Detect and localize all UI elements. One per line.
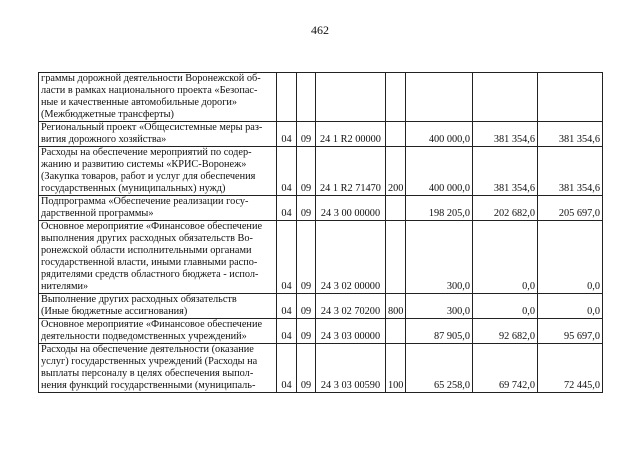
expense-type-cell — [386, 319, 406, 344]
expense-type-cell — [386, 221, 406, 294]
amount-year1-cell: 65 258,0 — [406, 344, 473, 393]
section-code-cell: 04 — [277, 221, 297, 294]
subsection-code-cell: 09 — [297, 196, 316, 221]
amount-year2-cell: 92 682,0 — [473, 319, 538, 344]
item-name-line: Подпрограмма «Обеспечение реализации госу- — [41, 196, 249, 207]
item-name-line: рядителями средств областного бюджета - испол- — [41, 269, 259, 280]
amount-year1-cell: 300,0 — [406, 221, 473, 294]
item-name-line: государственных (муниципальных) нужд) — [41, 183, 226, 194]
item-name-cell — [39, 73, 277, 122]
amount-year3-cell: 72 445,0 — [538, 344, 603, 393]
amount-year1-cell: 198 205,0 — [406, 196, 473, 221]
amount-year1-cell: 400 000,0 — [406, 122, 473, 147]
section-code-cell: 04 — [277, 147, 297, 196]
amount-year3-cell: 0,0 — [538, 294, 603, 319]
amount-year1-cell: 87 905,0 — [406, 319, 473, 344]
item-name-line: (Иные бюджетные ассигнования) — [41, 306, 188, 317]
budget-table — [38, 72, 603, 393]
item-name-cell — [39, 147, 277, 196]
amount-year1-cell: 400 000,0 — [406, 147, 473, 196]
item-name-cell — [39, 344, 277, 393]
expense-type-cell — [386, 73, 406, 122]
item-name-line: Основное мероприятие «Финансовое обеспечение — [41, 221, 263, 232]
item-name-line: выполнения других расходных обязательств Во- — [41, 233, 253, 244]
section-code-cell: 04 — [277, 294, 297, 319]
section-code-cell — [277, 73, 297, 122]
expense-type-cell: 200 — [386, 147, 406, 196]
subsection-code-cell: 09 — [297, 147, 316, 196]
table-row — [39, 122, 603, 147]
section-code-cell: 04 — [277, 319, 297, 344]
item-name-cell — [39, 122, 277, 147]
amount-year2-cell: 0,0 — [473, 221, 538, 294]
item-name-line: граммы дорожной деятельности Воронежской об- — [41, 73, 261, 84]
amount-year3-cell: 95 697,0 — [538, 319, 603, 344]
amount-year1-cell — [406, 73, 473, 122]
target-article-cell: 24 3 03 00590 — [316, 344, 386, 393]
item-name-line: нения функций государственными (муниципаль- — [41, 380, 256, 391]
page-number: 462 — [311, 23, 329, 37]
item-name-cell — [39, 319, 277, 344]
target-article-cell: 24 3 02 70200 — [316, 294, 386, 319]
amount-year2-cell: 202 682,0 — [473, 196, 538, 221]
subsection-code-cell: 09 — [297, 319, 316, 344]
section-code-cell: 04 — [277, 122, 297, 147]
item-name-line: жанию и развитию системы «КРИС-Воронеж» — [41, 159, 247, 170]
item-name-line: Основное мероприятие «Финансовое обеспечение — [41, 319, 263, 330]
amount-year2-cell: 381 354,6 — [473, 147, 538, 196]
item-name-line: ные и качественные автомобильные дороги» — [41, 97, 238, 108]
subsection-code-cell: 09 — [297, 294, 316, 319]
amount-year1-cell: 300,0 — [406, 294, 473, 319]
amount-year3-cell: 381 354,6 — [538, 147, 603, 196]
target-article-cell: 24 3 00 00000 — [316, 196, 386, 221]
table-row — [39, 147, 603, 196]
item-name-line: нителями» — [41, 281, 89, 292]
target-article-cell: 24 1 R2 00000 — [316, 122, 386, 147]
target-article-cell: 24 3 02 00000 — [316, 221, 386, 294]
subsection-code-cell — [297, 73, 316, 122]
item-name-line: Выполнение других расходных обязательств — [41, 294, 237, 305]
subsection-code-cell: 09 — [297, 122, 316, 147]
amount-year2-cell: 381 354,6 — [473, 122, 538, 147]
amount-year2-cell — [473, 73, 538, 122]
target-article-cell: 24 1 R2 71470 — [316, 147, 386, 196]
table-row — [39, 319, 603, 344]
subsection-code-cell: 09 — [297, 221, 316, 294]
amount-year2-cell: 69 742,0 — [473, 344, 538, 393]
amount-year3-cell: 381 354,6 — [538, 122, 603, 147]
amount-year3-cell: 0,0 — [538, 221, 603, 294]
item-name-cell — [39, 196, 277, 221]
item-name-line: деятельности подведомственных учреждений» — [41, 331, 247, 342]
expense-type-cell: 100 — [386, 344, 406, 393]
item-name-line: вития дорожного хозяйства» — [41, 134, 167, 145]
table-row — [39, 73, 603, 122]
item-name-line: (Закупка товаров, работ и услуг для обеспечения — [41, 171, 256, 182]
item-name-cell — [39, 221, 277, 294]
item-name-line: ронежской области исполнительными органами — [41, 245, 252, 256]
item-name-line: дарственной программы» — [41, 208, 154, 219]
table-row — [39, 294, 603, 319]
target-article-cell — [316, 73, 386, 122]
item-name-line: Расходы на обеспечение деятельности (оказание — [41, 344, 254, 355]
subsection-code-cell: 09 — [297, 344, 316, 393]
expense-type-cell: 800 — [386, 294, 406, 319]
amount-year2-cell: 0,0 — [473, 294, 538, 319]
amount-year3-cell — [538, 73, 603, 122]
item-name-line: ласти в рамках национального проекта «Безопас- — [41, 85, 258, 96]
table-row — [39, 221, 603, 294]
item-name-cell — [39, 294, 277, 319]
item-name-line: Региональный проект «Общесистемные меры раз- — [41, 122, 263, 133]
expense-type-cell — [386, 196, 406, 221]
item-name-line: выплаты персоналу в целях обеспечения выпол- — [41, 368, 254, 379]
item-name-line: услуг) государственных учреждений (Расходы на — [41, 356, 258, 367]
target-article-cell: 24 3 03 00000 — [316, 319, 386, 344]
amount-year3-cell: 205 697,0 — [538, 196, 603, 221]
expense-type-cell — [386, 122, 406, 147]
item-name-line: (Межбюджетные трансферты) — [41, 109, 174, 120]
item-name-line: государственной власти, иными главными распо- — [41, 257, 258, 268]
section-code-cell: 04 — [277, 196, 297, 221]
section-code-cell: 04 — [277, 344, 297, 393]
table-row — [39, 344, 603, 393]
item-name-line: Расходы на обеспечение мероприятий по содер- — [41, 147, 252, 158]
table-row — [39, 196, 603, 221]
